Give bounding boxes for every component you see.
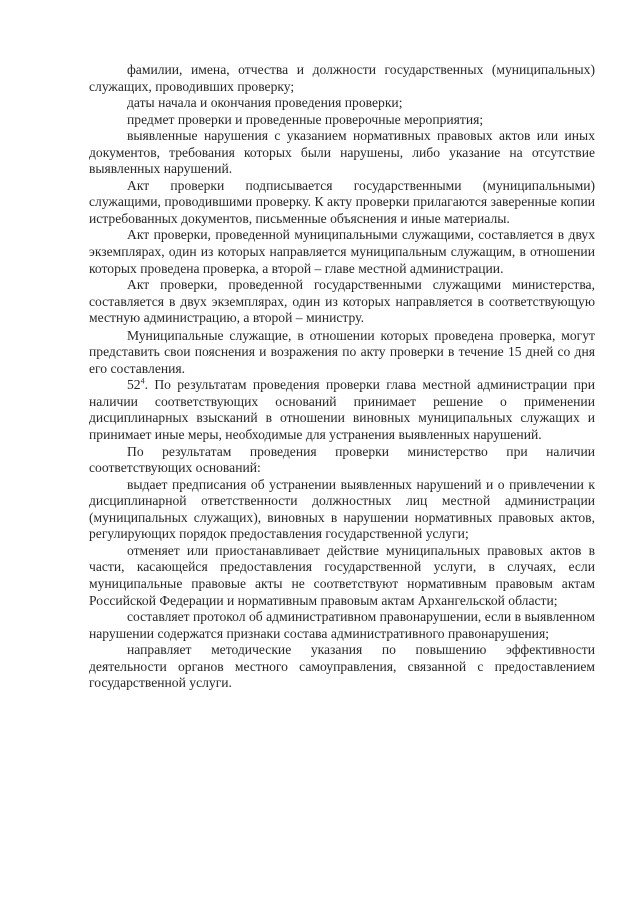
document-page xyxy=(89,62,595,692)
paragraph: По результатам проведения проверки министерство при наличии соответствующих оснований: xyxy=(89,443,595,476)
paragraph: Акт проверки, проведенной муниципальными служащими, составляется в двух экземплярах, один из которых направляется муниципальным служащим, в отношении которых проведена проверка, а второй – главе местной администрации. xyxy=(89,227,595,276)
clause-text: . По результатам проведения проверки глава местной администрации при наличии соответствующих оснований принимает решение о применении дисциплинарных взысканий в отношении виновных муниципальных служащих и принимает иные меры, необходимые для устранения выявленных нарушений. xyxy=(89,377,595,443)
paragraph: выдает предписания об устранении выявленных нарушений и о привлечении к дисциплинарной ответственности должностных лиц местной администрации (муниципальных служащих), виновных в нарушении нормативных правовых актов, регулирующих порядок предоставления государственной услуги; xyxy=(89,476,595,542)
paragraph: выявленные нарушения с указанием нормативных правовых актов или иных документов, требования которых были нарушены, либо указание на отсутствие выявленных нарушений. xyxy=(89,128,595,177)
paragraph: даты начала и окончания проведения проверки; xyxy=(127,95,403,111)
paragraph: Муниципальные служащие, в отношении которых проведена проверка, могут представить свои пояснения и возражения по акту проверки в течение 15 дней со дня его составления. xyxy=(89,327,595,376)
paragraph: фамилии, имена, отчества и должности государственных (муниципальных) служащих, проводивших проверку; xyxy=(89,62,595,94)
paragraph: Акт проверки подписывается государственными (муниципальными) служащими, проводившими проверку. К акту проверки прилагаются заверенные копии истребованных документов, письменные объяснения и иные материалы. xyxy=(89,177,595,226)
paragraph: составляет протокол об административном правонарушении, если в выявленном нарушении содержатся признаки состава административного правонарушения; xyxy=(89,609,595,641)
clause-number: 52 xyxy=(127,377,141,393)
paragraph: отменяет или приостанавливает действие муниципальных правовых актов в части, касающейся предоставления государственной услуги, в случаях, если муниципальные правовые акты не соответствуют нормативным правовым актам Российской Федерации и нормативным правовым актам Архангельской области; xyxy=(89,542,595,608)
paragraph: Акт проверки, проведенной государственными служащими министерства, составляется в двух экземплярах, один из которых направляется в соответствующую местную администрацию, а второй – министру. xyxy=(89,277,595,326)
paragraph: предмет проверки и проведенные проверочные мероприятия; xyxy=(127,111,484,127)
paragraph: направляет методические указания по повышению эффективности деятельности органов местного самоуправления, связанной с предоставлением государственной услуги. xyxy=(89,642,595,691)
clause-52-4 xyxy=(89,377,595,443)
clause-superscript: 4 xyxy=(140,376,145,386)
